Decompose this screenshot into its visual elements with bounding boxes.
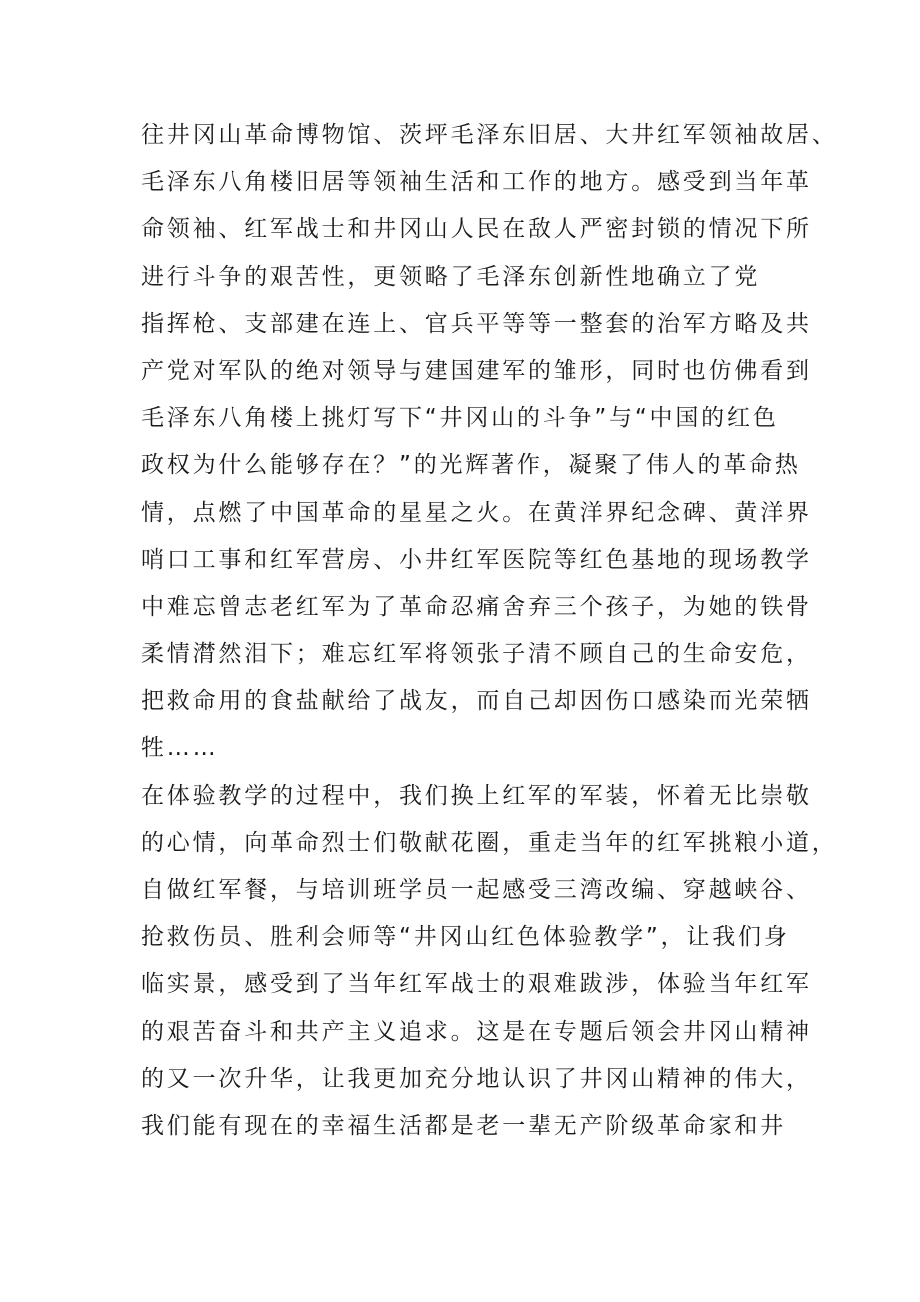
- text-line: 政权为什么能够存在？”的光辉著作，凝聚了伟人的革命热: [141, 452, 801, 479]
- text-line: 情，点燃了中国革命的星星之火。在黄洋界纪念碑、黄洋界: [141, 499, 812, 526]
- text-line: 的又一次升华，让我更加充分地认识了井冈山精神的伟大，: [141, 1065, 812, 1092]
- text-line: 我们能有现在的幸福生活都是老一辈无产阶级革命家和井: [141, 1112, 786, 1139]
- text-line: 指挥枪、支部建在连上、官兵平等等一整套的治军方略及共: [141, 310, 812, 337]
- text-line: 临实景，感受到了当年红军战士的艰难跋涉，体验当年红军: [141, 971, 812, 998]
- text-line: 中难忘曾志老红军为了革命忍痛舍弃三个孩子，为她的铁骨: [141, 593, 812, 620]
- text-line: 哨口工事和红军营房、小井红军医院等红色基地的现场教学: [141, 546, 812, 573]
- body-text: [141, 112, 838, 1150]
- text-line: 毛泽东八角楼旧居等领袖生活和工作的地方。感受到当年革: [141, 169, 812, 196]
- text-line: 自做红军餐，与培训班学员一起感受三湾改编、穿越峡谷、: [141, 877, 812, 903]
- text-line: 产党对军队的绝对领导与建国建军的雏形，同时也仿佛看到: [141, 357, 812, 384]
- text-line: 的心情，向革命烈士们敬献花圈，重走当年的红军挑粮小道，: [141, 829, 838, 856]
- text-line: 抢救伤员、胜利会师等“井冈山红色体验教学”，让我们身: [141, 924, 790, 951]
- text-line: 把救命用的食盐献给了战友，而自己却因伤口感染而光荣牺: [141, 688, 812, 715]
- text-line: 进行斗争的艰苦性，更领略了毛泽东创新性地确立了党: [141, 263, 761, 290]
- text-line: 命领袖、红军战士和井冈山人民在敌人严密封锁的情况下所: [141, 216, 812, 243]
- text-line: 往井冈山革命博物馆、茨坪毛泽东旧居、大井红军领袖故居、: [141, 122, 838, 148]
- text-line: 柔情潸然泪下；难忘红军将领张子清不顾自己的生命安危，: [141, 641, 812, 668]
- text-line: 牲……: [141, 735, 219, 762]
- text-line: 毛泽东八角楼上挑灯写下“井冈山的斗争”与“中国的红色: [141, 405, 779, 432]
- text-line: 在体验教学的过程中，我们换上红军的军装，怀着无比崇敬: [141, 782, 812, 809]
- text-line: 的艰苦奋斗和共产主义追求。这是在专题后领会井冈山精神: [141, 1018, 812, 1045]
